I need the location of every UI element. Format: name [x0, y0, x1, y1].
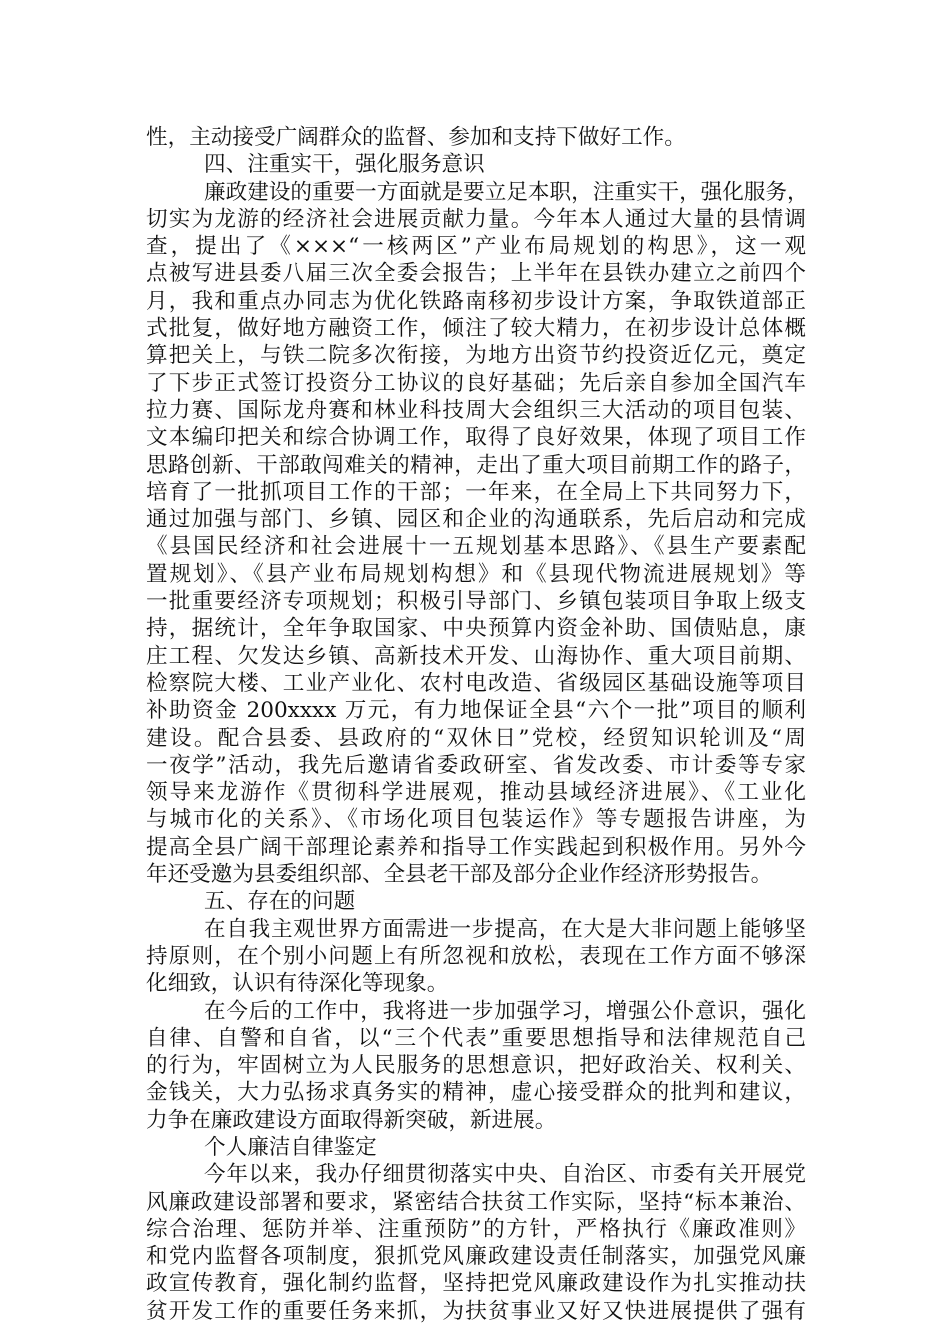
- text-line: 自律、自警和自省，以“三个代表”重要思想指导和法律规范自己: [146, 1025, 806, 1051]
- text-line: 政宣传教育，强化制约监督，坚持把党风廉政建设作为扎实推动扶: [146, 1271, 806, 1297]
- text-line: 点被写进县委八届三次全委会报告；上半年在县铁办建立之前四个: [146, 261, 806, 287]
- text-line: 贫开发工作的重要任务来抓，为扶贫事业又好又快进展提供了强有: [146, 1298, 806, 1324]
- text-line: 了下步正式签订投资分工协议的良好基础；先后亲自参加全国汽车: [146, 370, 806, 396]
- text-line: 化细致，认识有待深化等现象。: [146, 971, 449, 997]
- text-line: 金钱关，大力弘扬求真务实的精神，虚心接受群众的批判和建议，: [146, 1080, 806, 1106]
- text-line: 一夜学”活动，我先后邀请省委政研室、省发改委、市计委等专家: [146, 752, 806, 778]
- text-line: 五、存在的问题: [204, 889, 356, 915]
- text-line: 培育了一批抓项目工作的干部；一年来，在全局上下共同努力下，: [146, 479, 806, 505]
- text-line: 综合治理、惩防并举、注重预防”的方针，严格执行《廉政准则》: [146, 1216, 806, 1242]
- text-line: 检察院大楼、工业产业化、农村电改造、省级园区基础设施等项目: [146, 670, 806, 696]
- text-line: 和党内监督各项制度，狠抓党风廉政建设责任制落实，加强党风廉: [146, 1244, 806, 1270]
- text-line: 廉政建设的重要一方面就是要立足本职，注重实干，强化服务，: [204, 179, 809, 205]
- text-line: 查，提出了《×××“一核两区”产业布局规划的构思》，这一观: [146, 234, 806, 260]
- text-line: 《县国民经济和社会进展十一五规划基本思路》、《县生产要素配: [146, 534, 806, 560]
- text-line: 持，据统计，全年争取国家、中央预算内资金补助、国债贴息，康: [146, 616, 806, 642]
- text-line: 一批重要经济专项规划；积极引导部门、乡镇包装项目争取上级支: [146, 589, 806, 615]
- text-line: 置规划》、《县产业布局规划构想》和《县现代物流进展规划》等: [146, 561, 806, 587]
- text-line: 拉力赛、国际龙舟赛和林业科技周大会组织三大活动的项目包装、: [146, 397, 806, 423]
- text-line: 庄工程、欠发达乡镇、高新技术开发、山海协作、重大项目前期、: [146, 643, 806, 669]
- text-line: 在自我主观世界方面需进一步提高，在大是大非问题上能够坚: [204, 916, 806, 942]
- text-line: 思路创新、干部敢闯难关的精神，走出了重大项目前期工作的路子，: [146, 452, 806, 478]
- text-line: 与城市化的关系》、《市场化项目包装运作》等专题报告讲座，为: [146, 807, 806, 833]
- text-line: 文本编印把关和综合协调工作，取得了良好效果，体现了项目工作: [146, 425, 806, 451]
- text-line: 建设。配合县委、县政府的“双休日”党校，经贸知识轮训及“周: [146, 725, 806, 751]
- text-line: 性，主动接受广阔群众的监督、参加和支持下做好工作。: [146, 125, 686, 150]
- text-line: 式批复，做好地方融资工作，倾注了较大精力，在初步设计总体概: [146, 316, 806, 342]
- text-line: 今年以来，我办仔细贯彻落实中央、自治区、市委有关开展党: [204, 1162, 806, 1188]
- text-line: 领导来龙游作《贯彻科学进展观，推动县域经济进展》、《工业化: [146, 780, 806, 806]
- text-line: 在今后的工作中，我将进一步加强学习，增强公仆意识，强化: [204, 998, 806, 1024]
- text-line: 通过加强与部门、乡镇、园区和企业的沟通联系，先后启动和完成: [146, 507, 806, 533]
- text-line: 持原则，在个别小问题上有所忽视和放松，表现在工作方面不够深: [146, 943, 806, 969]
- text-line: 的行为，牢固树立为人民服务的思想意识，把好政治关、权利关、: [146, 1053, 806, 1079]
- text-line: 年还受邀为县委组织部、全县老干部及部分企业作经济形势报告。: [146, 862, 773, 888]
- text-line: 个人廉洁自律鉴定: [204, 1134, 377, 1160]
- text-line: 风廉政建设部署和要求，紧密结合扶贫工作实际，坚持“标本兼治、: [146, 1189, 806, 1215]
- text-line: 月，我和重点办同志为优化铁路南移初步设计方案，争取铁道部正: [146, 288, 806, 314]
- text-line: 提高全县广阔干部理论素养和指导工作实践起到积极作用。另外今: [146, 834, 806, 860]
- text-line: 补助资金 200xxxx 万元，有力地保证全县“六个一批”项目的顺利: [146, 698, 806, 724]
- text-line: 四、注重实干，强化服务意识: [204, 152, 485, 178]
- text-line: 算把关上，与铁二院多次衔接，为地方出资节约投资近亿元，奠定: [146, 343, 806, 369]
- text-line: 切实为龙游的经济社会进展贡献力量。今年本人通过大量的县情调: [146, 206, 806, 232]
- text-line: 力争在廉政建设方面取得新突破，新进展。: [146, 1107, 557, 1133]
- document-body-text: [146, 124, 809, 1325]
